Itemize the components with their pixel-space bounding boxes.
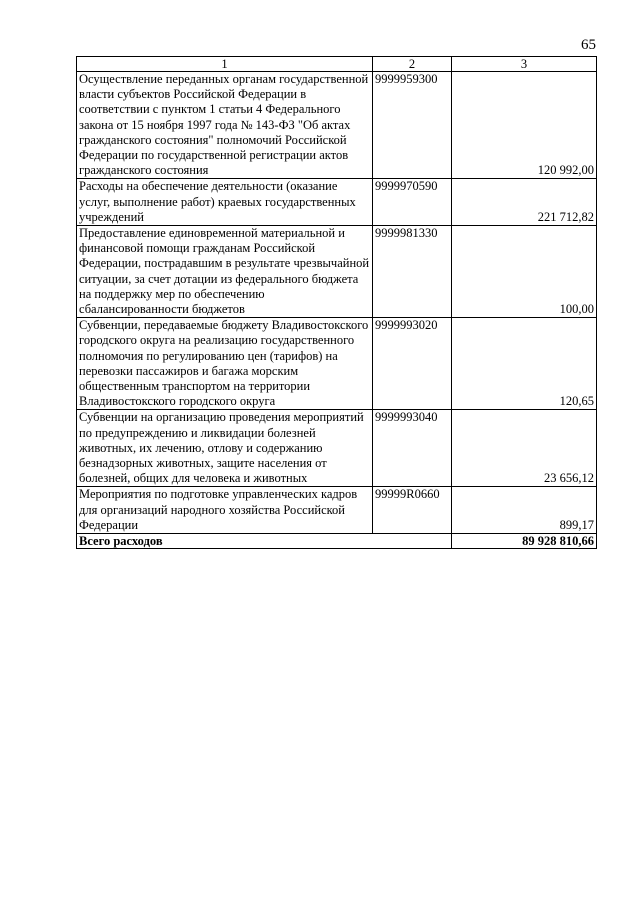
- row-code: 9999993040: [373, 410, 452, 487]
- table-row: [77, 487, 597, 534]
- row-name: Предоставление единовременной материальной и финансовой помощи гражданам Российской Федерации, пострадавшим в результате чрезвычайной ситуации, за счет дотации из федерального бюджета на поддержку мер по обеспечению сбалансированности бюджетов: [77, 226, 373, 318]
- row-amount: 221 712,82: [452, 179, 597, 226]
- row-name: Расходы на обеспечение деятельности (оказание услуг, выполнение работ) краевых государственных учреждений: [77, 179, 373, 226]
- row-amount: 100,00: [452, 226, 597, 318]
- row-name: Мероприятия по подготовке управленческих кадров для организаций народного хозяйства Российской Федерации: [77, 487, 373, 534]
- page-number: 65: [581, 37, 596, 53]
- row-amount: 120 992,00: [452, 72, 597, 179]
- row-code: 99999R0660: [373, 487, 452, 534]
- total-row: [77, 534, 597, 549]
- table-row: [77, 179, 597, 226]
- row-amount: 23 656,12: [452, 410, 597, 487]
- total-amount: 89 928 810,66: [452, 534, 597, 549]
- row-name: Субвенции, передаваемые бюджету Владивостокского городского округа на реализацию государственного полномочия по регулированию цен (тарифов) на перевозки пассажиров и багажа морским общественным транспортом на территории Владивостокского городского округа: [77, 318, 373, 410]
- row-code: 9999993020: [373, 318, 452, 410]
- table-row: [77, 318, 597, 410]
- row-amount: 120,65: [452, 318, 597, 410]
- column-header-name: 1: [77, 57, 373, 72]
- budget-expenses-table: [76, 56, 597, 549]
- row-name: Осуществление переданных органам государственной власти субъектов Российской Федерации в соответствии с пунктом 1 статьи 4 Федерального закона от 15 ноября 1997 года № 143-ФЗ "Об актах гражданского состояния" полномочий Российской Федерации по государственной регистрации актов гражданского состояния: [77, 72, 373, 179]
- row-code: 9999981330: [373, 226, 452, 318]
- row-code: 9999970590: [373, 179, 452, 226]
- total-label: Всего расходов: [77, 534, 452, 549]
- table-row: [77, 226, 597, 318]
- row-code: 9999959300: [373, 72, 452, 179]
- table-header-row: [77, 57, 597, 72]
- column-header-amount: 3: [452, 57, 597, 72]
- table-row: [77, 72, 597, 179]
- table-row: [77, 410, 597, 487]
- row-amount: 899,17: [452, 487, 597, 534]
- column-header-code: 2: [373, 57, 452, 72]
- row-name: Субвенции на организацию проведения мероприятий по предупреждению и ликвидации болезней животных, их лечению, отлову и содержанию безнадзорных животных, защите населения от болезней, общих для человека и животных: [77, 410, 373, 487]
